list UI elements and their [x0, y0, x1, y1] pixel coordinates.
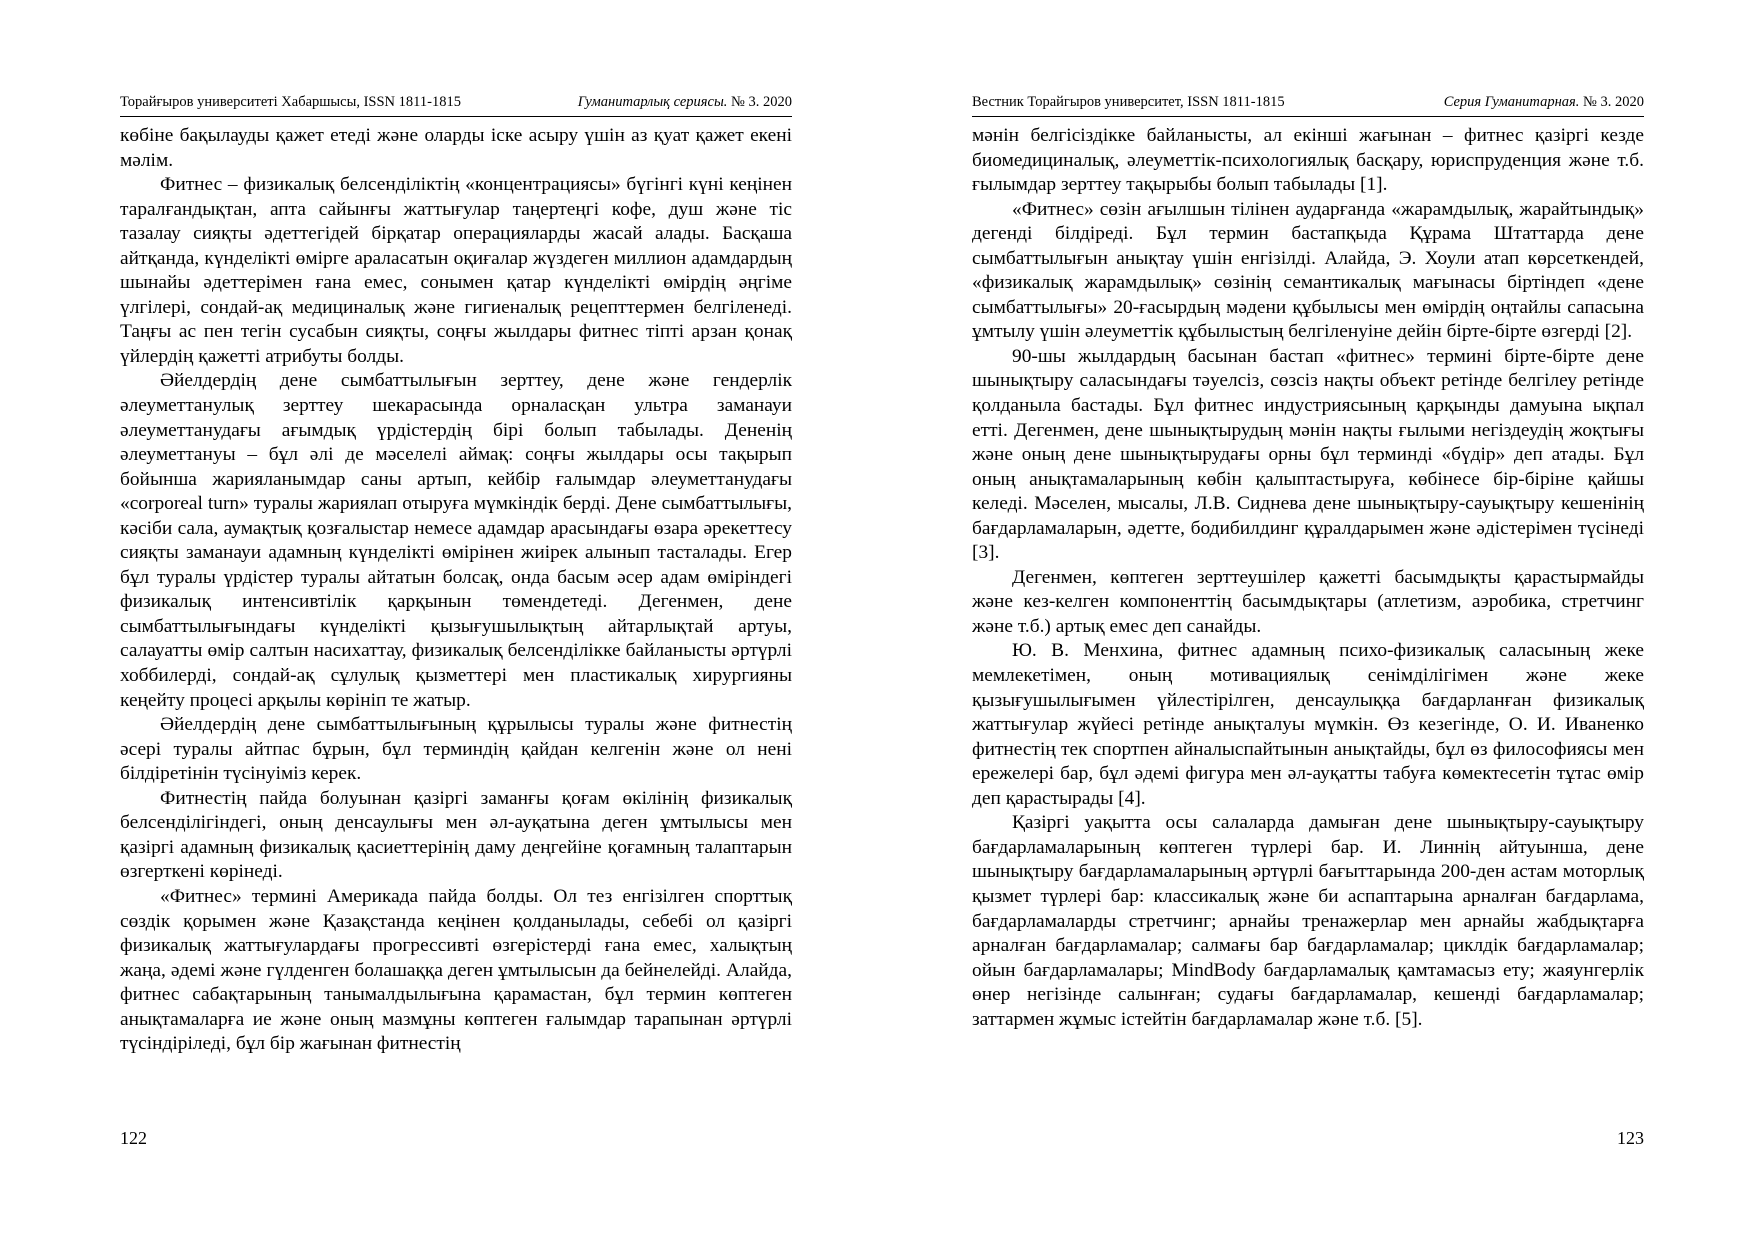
- paragraph: Әйелдердің дене сымбаттылығын зерттеу, дене және гендерлік әлеуметтанулық зерттеу шекарасында орналасқан ультра заманауи әлеуметтанудағы ағымдық үрдістердің бірі болып табылады. Дененің әлеуметтануы – бұл әлі де мәселелі аймақ: соңғы жылдары осы тақырып бойынша жарияланымдар саны артып, кейбір ғалымдар әлеуметтанудағы «corporeal turn» туралы жариялап отыруға мүмкіндік берді. Дене сымбаттылығы, кәсіби сала, аумақтық қозғалыстар немесе адамдар арасындағы өзара әрекеттесу сияқты заманауи адамның күнделікті өмірінен жиірек алынып тасталады. Егер бұл туралы үрдістер туралы айтатын болсақ, онда басым әсер адам өміріндегі физикалық интенсивтілік қарқынын төмендетеді. Дегенмен, дене сымбаттылығындағы күнделікті қызығушылықтың айтарлықтай артуы, салауатты өмір салтын насихаттау, физикалық белсенділікке байланысты әртүрлі хоббилерді, сондай-ақ сұлулық қызметтері мен пластикалық хирургияны кеңейту процесі арқылы көрініп те жатыр.: [120, 370, 792, 711]
- paragraph: «Фитнес» термині Америкада пайда болды. Ол тез енгізілген спорттық сөздік қорымен және Қазақстанда кеңінен қолданылады, себебі ол қазіргі физикалық жаттығулардағы прогрессивті өзгерістерді ғана емес, халықтың жаңа, әдемі және гүлденген болашаққа деген ұмтылысын да бейнелейді. Алайда, фитнес сабақтарының танымалдылығына қарамастан, бұл термин көптеген анықтамаларға ие және оның мазмұны көптеген ғалымдар тарапынан әртүрлі түсіндіріледі, бұл бір жағынан фитнестің: [120, 885, 792, 1055]
- paragraph: 90-шы жылдардың басынан бастап «фитнес» термині бірте-бірте дене шынықтыру саласындағы тәуелсіз, сөзсіз нақты объект ретінде белгілеу ретінде қолданыла бастады. Бұл фитнес индустриясының қарқынды дамуына ықпал етті. Дегенмен, дене шынықтырудың мәнін нақты ғылыми негіздеудің жоқтығы және оның дене шынықтырудағы орны бұл терминді «бүдір» деп атады. Бұл оның анықтамаларының көбін қалыптастыруға, көбінесе бір-біріне қайшы келеді. Мәселен, мысалы, Л.В. Сиднева дене шынықтыру-сауықтыру кешенінің бағдарламаларын, әдетте, бодибилдинг құралдарымен және әдістерімен түсінеді [3].: [972, 345, 1644, 564]
- series-name: Гуманитарлық сериясы.: [577, 94, 728, 110]
- paragraph: Фитнестің пайда болуынан қазіргі заманғы қоғам өкілінің физикалық белсенділігіндегі, оның денсаулығы мен әл-ауқатына деген ұмтылысы мен қазіргі адамның физикалық қасиеттерінің даму деңгейіне қоғамның талаптарын өзгерткені көрінеді.: [120, 787, 792, 883]
- journal-title: Вестник Торайгыров университет, ISSN 1811-1815: [972, 94, 1285, 110]
- series-info: [1444, 93, 1644, 111]
- series-info: [578, 93, 792, 111]
- paragraph: Дегенмен, көптеген зерттеушілер қажетті басымдықты қарастырмайды және кез-келген компоненттің басымдықтары (атлетизм, аэробика, стретчинг және т.б.) артық емес деп санайды.: [972, 566, 1644, 637]
- page-number: 123: [1617, 1128, 1644, 1148]
- running-header: [972, 93, 1644, 117]
- series-name: Серия Гуманитарная.: [1443, 94, 1580, 110]
- page-number: 122: [120, 1128, 147, 1148]
- text-body: [120, 124, 792, 1057]
- paragraph: Әйелдердің дене сымбаттылығының құрылысы туралы және фитнестің әсері туралы айтпас бұрын, бұл терминдің қайдан келгенін және ол нені білдіретінін түсінуіміз керек.: [120, 714, 792, 785]
- paragraph: Ю. В. Менхина, фитнес адамның психо-физикалық саласының жеке мемлекетімен, оның мотивациялық сенімділігімен және жеке қызығушылығымен үйлестірілген, денсаулыққа бағдарланған физикалық жаттығулар жүйесі ретінде анықталуы мүмкін. Өз кезегінде, О. И. Иваненко фитнестің тек спортпен айналыспайтынын анықтайды, бұл өз философиясы мен ережелері бар, бұл әдемі фигура мен әл-ауқатты табуға көмектесетін тұтас өмір деп қарастырады [4].: [972, 640, 1644, 809]
- journal-title: Торайғыров университеті Хабаршысы, ISSN 1811-1815: [120, 94, 461, 110]
- right-page: [972, 0, 1644, 1241]
- paragraph: көбіне бақылауды қажет етеді және оларды іске асыру үшін аз қуат қажет екені мәлім.: [120, 125, 792, 171]
- paragraph: Қазіргі уақытта осы салаларда дамыған дене шынықтыру-сауықтыру бағдарламаларының көптеген түрлері бар. И. Линнің айтуынша, дене шынықтыру бағдарламаларының әртүрлі бағыттарында 200-ден астам моторлық қызмет түрлері бар: классикалық және би аспаптарына арналған бағдарлама, бағдарламаларды стретчинг; арнайы тренажерлар мен арнайы жабдықтарға арналған бағдарламалар; салмағы бар бағдарламалар; циклдік бағдарламалар; ойын бағдарламалары; MindBody бағдарламалық қамтамасыз ету; жаяунгерлік өнер негізінде салынған; судағы бағдарламалар, кешенді бағдарламалар; заттармен жұмыс істейтін бағдарламалар және т.б. [5].: [972, 812, 1644, 1030]
- left-page: [120, 0, 792, 1241]
- paragraph: мәнін белгісіздікке байланысты, ал екінші жағынан – фитнес қазіргі кезде биомедициналық, әлеуметтік-психологиялық басқару, юриспруденция және т.б. ғылымдар зерттеу тақырыбы болып табылады [1].: [972, 125, 1644, 196]
- issue-number: № 3. 2020: [1583, 94, 1644, 110]
- running-header: [120, 93, 792, 117]
- paragraph: «Фитнес» сөзін ағылшын тілінен аударғанда «жарамдылық, жарайтындық» дегенді білдіреді. Бұл термин бастапқыда Құрама Штаттарда дене сымбаттылығын анықтау үшін енгізілді. Алайда, Э. Хоули атап көрсеткендей, «физикалық жарамдылық» сөзінің семантикалық мағынасы біртіндеп «дене сымбаттылығы» 20-ғасырдың мәдени құбылысы мен өмірдің оңтайлы сапасына ұмтылу үшін әлеуметтік құбылыстың белгіленуіне дейін бірте-бірте өзгерді [2].: [972, 198, 1644, 343]
- issue-number: № 3. 2020: [731, 94, 792, 110]
- text-body: [972, 124, 1644, 1032]
- paragraph: Фитнес – физикалық белсенділіктің «концентрациясы» бүгінгі күні кеңінен таралғандықтан, апта сайынғы жаттығулар таңертеңгі кофе, душ және тіс тазалау сияқты әдеттегідей бірқатар операцияларды жасай алады. Басқаша айтқанда, күнделікті өмірге араласатын оқиғалар жүздеген миллион адамдардың шынайы әдеттерімен ғана емес, сонымен қатар күнделікті өмірдің әңгіме үлгілері, сондай-ақ медициналық және гигиеналық рецепттермен белгіленеді. Таңғы ас пен тегін сусабын сияқты, соңғы жылдары фитнес тіпті арзан қонақ үйлердің қажетті атрибуты болды.: [120, 174, 792, 367]
